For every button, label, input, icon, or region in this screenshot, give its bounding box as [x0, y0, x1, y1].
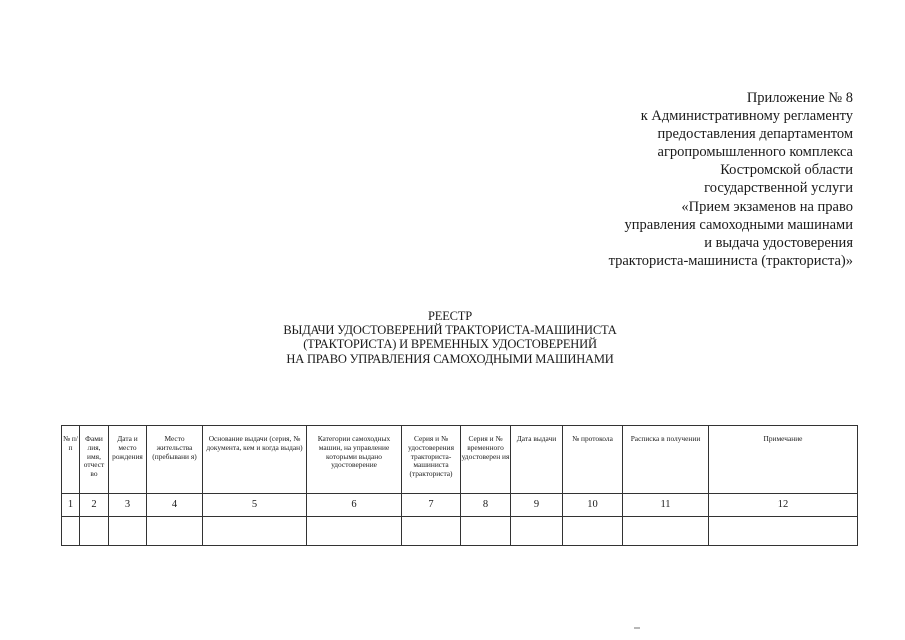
column-number-cell: 3 — [109, 494, 147, 517]
heading-line: НА ПРАВО УПРАВЛЕНИЯ САМОХОДНЫМИ МАШИНАМИ — [286, 351, 614, 366]
heading-line: ВЫДАЧИ УДОСТОВЕРЕНИЙ ТРАКТОРИСТА-МАШИНИСТА — [283, 323, 617, 338]
header-cell-note: Примечание — [709, 426, 858, 494]
empty-cell — [623, 517, 709, 546]
empty-cell — [203, 517, 307, 546]
document-heading — [240, 309, 660, 366]
appendix-block — [533, 89, 853, 270]
header-cell-birth: Дата и место рождения — [109, 426, 147, 494]
empty-cell — [62, 517, 80, 546]
empty-cell — [461, 517, 511, 546]
header-cell-temp-license: Серия и № временного удостоверен ия — [461, 426, 511, 494]
heading-line: (ТРАКТОРИСТА) И ВРЕМЕННЫХ УДОСТОВЕРЕНИЙ — [303, 337, 597, 352]
empty-cell — [147, 517, 203, 546]
table-column-numbers-row — [62, 494, 858, 517]
empty-cell — [402, 517, 461, 546]
column-number-cell: 4 — [147, 494, 203, 517]
appendix-line: «Прием экзаменов на право — [681, 198, 853, 215]
empty-cell — [80, 517, 109, 546]
table-header-row — [62, 426, 858, 494]
column-number-cell: 9 — [511, 494, 563, 517]
column-number-cell: 8 — [461, 494, 511, 517]
appendix-line: государственной услуги — [704, 180, 853, 197]
header-cell-license-number: Серия и № удостоверения тракториста-машиниста (тракториста) — [402, 426, 461, 494]
appendix-line: тракториста-машиниста (тракториста)» — [608, 252, 853, 269]
header-cell-categories: Категории самоходных машин, на управление которыми выдано удостоверение — [307, 426, 402, 494]
column-number-cell: 10 — [563, 494, 623, 517]
appendix-line: и выдача удостоверения — [704, 234, 853, 251]
appendix-line: к Административному регламенту — [640, 108, 853, 125]
column-number-cell: 11 — [623, 494, 709, 517]
column-number-cell: 2 — [80, 494, 109, 517]
header-cell-protocol: № протокола — [563, 426, 623, 494]
appendix-line: Костромской области — [720, 162, 853, 179]
appendix-line: агропромышленного комплекса — [657, 144, 853, 161]
heading-title: РЕЕСТР — [428, 309, 472, 323]
header-cell-number: № п/п — [62, 426, 80, 494]
appendix-line: предоставления департаментом — [657, 126, 853, 143]
table-row — [62, 517, 858, 546]
header-cell-full-name: Фами лия, имя, отчест во — [80, 426, 109, 494]
header-cell-issue-date: Дата выдачи — [511, 426, 563, 494]
header-cell-receipt: Расписка в получении — [623, 426, 709, 494]
empty-cell — [563, 517, 623, 546]
header-cell-basis: Основание выдачи (серия, № документа, кем и когда выдан) — [203, 426, 307, 494]
empty-cell — [307, 517, 402, 546]
column-number-cell: 5 — [203, 494, 307, 517]
scan-artifact — [634, 627, 640, 629]
appendix-line: управления самоходными машинами — [624, 216, 853, 233]
column-number-cell: 12 — [709, 494, 858, 517]
column-number-cell: 6 — [307, 494, 402, 517]
column-number-cell: 1 — [62, 494, 80, 517]
registry-table — [61, 425, 858, 546]
empty-cell — [709, 517, 858, 546]
column-number-cell: 7 — [402, 494, 461, 517]
appendix-line: Приложение № 8 — [746, 90, 853, 106]
empty-cell — [109, 517, 147, 546]
empty-cell — [511, 517, 563, 546]
header-cell-residence: Место жительства (пребывани я) — [147, 426, 203, 494]
